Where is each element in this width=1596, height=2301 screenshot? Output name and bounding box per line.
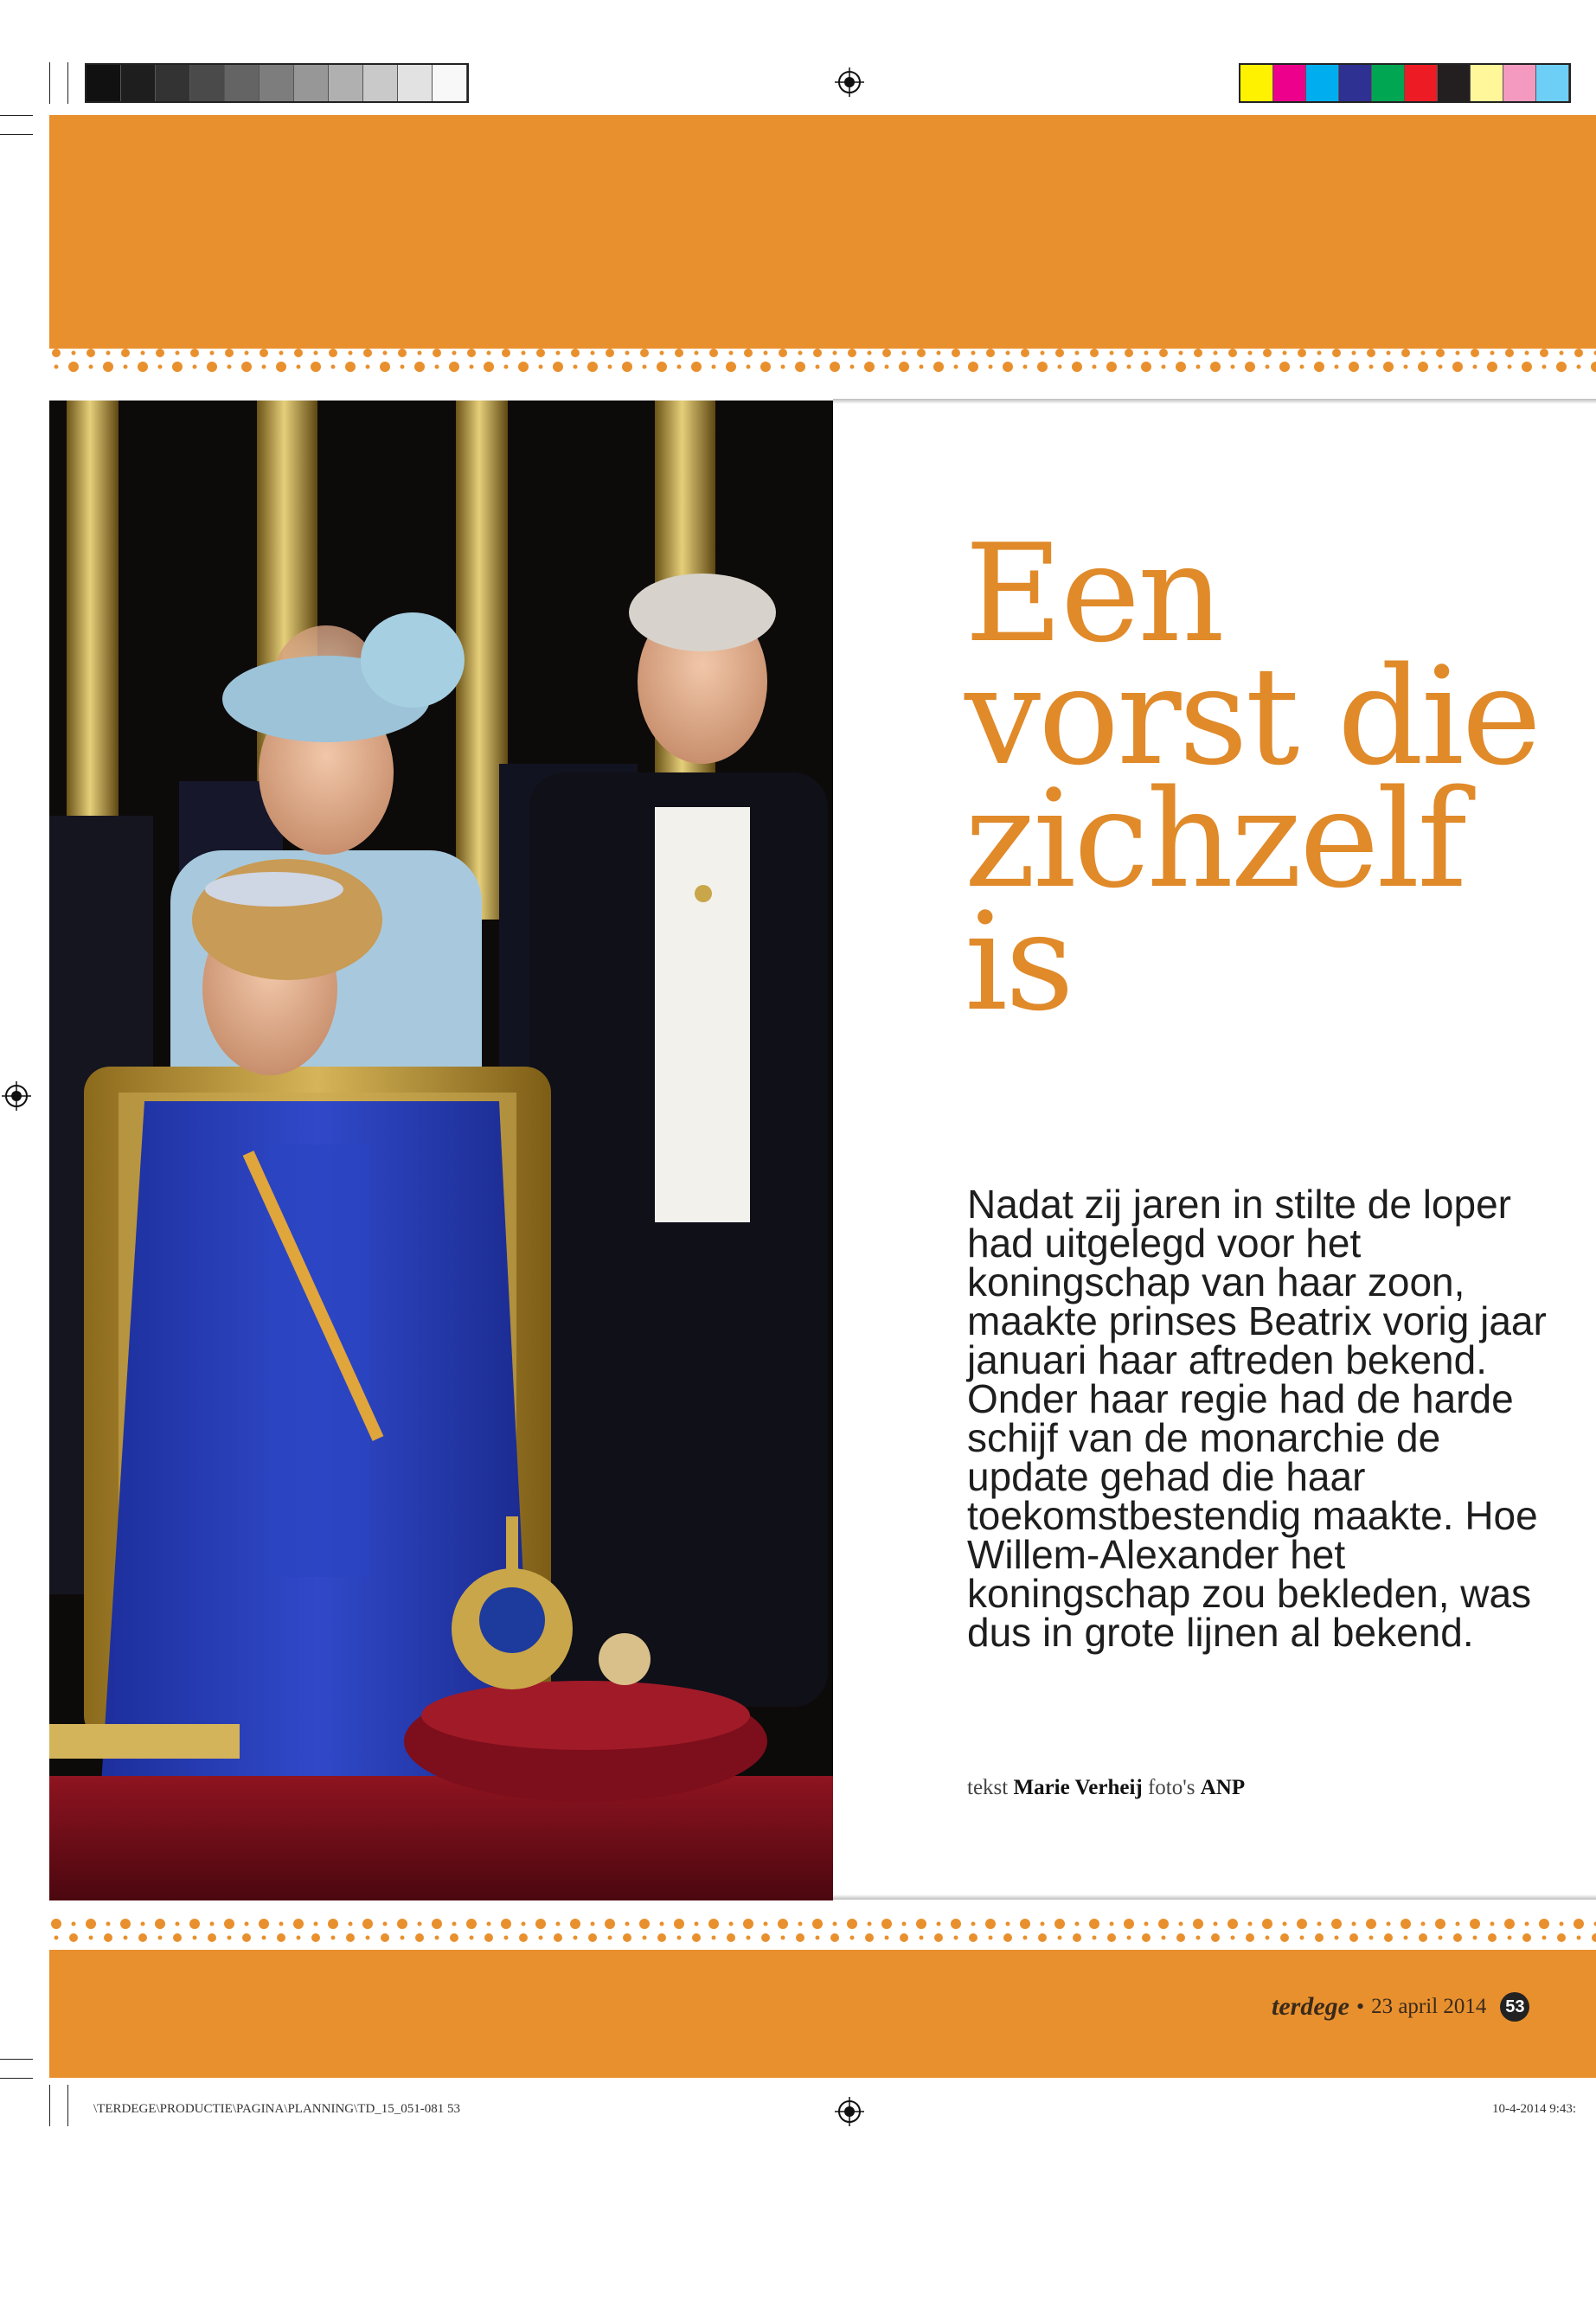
print-slug-timestamp: 10-4-2014 9:43: <box>1492 2102 1577 2116</box>
crop-mark <box>0 115 33 116</box>
color-swatch <box>1405 65 1438 101</box>
panel-shadow <box>833 399 1596 404</box>
grayscale-swatch <box>433 65 467 101</box>
print-slug-path: \TERDEGE\PRODUCTIE\PAGINA\PLANNING\TD_15_051-081 53 <box>93 2102 461 2116</box>
color-swatch <box>1273 65 1306 101</box>
grayscale-swatch <box>156 65 190 101</box>
crop-mark <box>0 2078 33 2079</box>
author-name: Marie Verheij <box>1013 1776 1143 1799</box>
article-credits <box>967 1776 1245 1800</box>
color-swatch <box>1372 65 1405 101</box>
color-swatch <box>1306 65 1339 101</box>
grayscale-swatch <box>190 65 225 101</box>
color-swatch <box>1339 65 1372 101</box>
grayscale-swatch <box>294 65 329 101</box>
grayscale-swatch <box>329 65 363 101</box>
article-intro: Nadat zij jaren in stilte de loper had uitgelegd voor het koningschap van haar zoon, maakte prinses Beatrix vorig jaar januari haar aftreden bekend. Onder haar regie had de harde schijf van de monarchie de update gehad die haar toekomstbestendig maakte. Hoe Willem-Alexander het koningschap zou bekleden, was dus in grote lijnen al bekend. <box>967 1182 1547 1655</box>
crop-mark <box>67 2085 68 2126</box>
photo-credit-label: foto's <box>1147 1776 1195 1799</box>
text-credit-label: tekst <box>967 1776 1009 1799</box>
registration-target-icon <box>2 1081 31 1111</box>
color-swatch <box>1471 65 1503 101</box>
article-title <box>965 515 1570 1041</box>
registration-target-icon <box>835 2097 864 2126</box>
dotted-border-bottom <box>49 1912 1596 1950</box>
crop-mark <box>0 134 33 135</box>
grayscale-swatch <box>121 65 156 101</box>
crop-mark <box>49 62 50 104</box>
header-band <box>49 115 1596 349</box>
issue-date: 23 april 2014 <box>1371 1995 1487 2018</box>
grayscale-swatch <box>87 65 121 101</box>
grayscale-swatch <box>398 65 433 101</box>
grayscale-swatch <box>225 65 260 101</box>
title-line: zichzelf <box>965 760 1465 918</box>
grayscale-calibration-bar <box>85 63 469 103</box>
dotted-border-top <box>49 344 1596 382</box>
color-swatch <box>1503 65 1536 101</box>
panel-shadow <box>833 1894 1596 1900</box>
title-line: vorst die <box>965 638 1540 795</box>
title-line: is <box>965 883 1072 1041</box>
crop-mark <box>67 62 68 104</box>
grayscale-swatch <box>363 65 398 101</box>
title-line: Een <box>965 515 1222 672</box>
grayscale-swatch <box>260 65 294 101</box>
magazine-logo: terdege <box>1272 1992 1349 2021</box>
color-swatch <box>1240 65 1273 101</box>
page-number-badge: 53 <box>1500 1992 1529 2022</box>
registration-target-icon <box>835 67 864 97</box>
photo-source: ANP <box>1200 1776 1246 1799</box>
coronation-photo <box>49 401 833 1900</box>
color-swatch <box>1438 65 1471 101</box>
separator-bullet: • <box>1356 1994 1365 2019</box>
crop-mark <box>49 2085 50 2126</box>
color-calibration-bar <box>1239 63 1571 103</box>
color-swatch <box>1536 65 1569 101</box>
crop-mark <box>0 2059 33 2060</box>
page-footer <box>1272 1990 1529 2024</box>
